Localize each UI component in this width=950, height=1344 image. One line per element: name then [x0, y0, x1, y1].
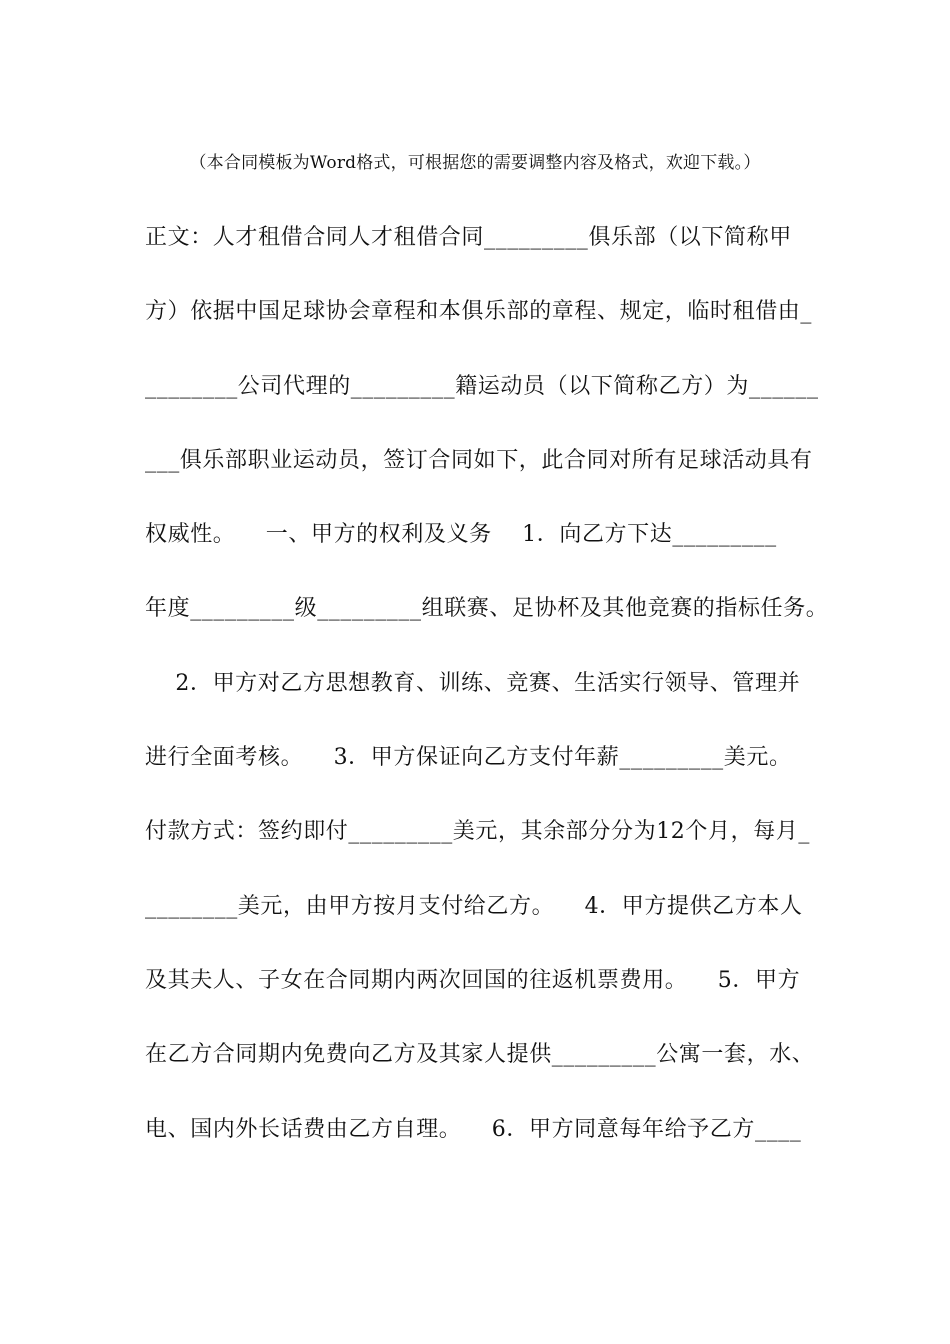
body-line: ________美元，由甲方按月支付给乙方。 4．甲方提供乙方本人: [145, 893, 803, 919]
body-line: 及其夫人、子女在合同期内两次回国的往返机票费用。 5．甲方: [145, 967, 801, 993]
body-line: 进行全面考核。 3．甲方保证向乙方支付年薪_________美元。: [145, 745, 792, 771]
contract-body: [145, 222, 829, 1188]
body-line: ___俱乐部职业运动员，签订合同如下，此合同对所有足球活动具有: [145, 447, 813, 473]
body-line: 权威性。 一、甲方的权利及义务 1．向乙方下达_________: [145, 522, 777, 548]
body-line: 正文：人才租借合同人才租借合同_________俱乐部（以下简称甲: [145, 225, 792, 250]
body-line: 年度_________级_________组联赛、足协杯及其他竞赛的指标任务。: [145, 596, 829, 622]
body-line: ________公司代理的_________籍运动员（以下简称乙方）为______: [145, 373, 819, 399]
body-line: 电、国内外长话费由乙方自理。 6．甲方同意每年给予乙方____: [145, 1116, 802, 1142]
body-line: 付款方式：签约即付_________美元，其余部分分为12个月，每月_: [145, 819, 810, 845]
body-line: 方）依据中国足球协会章程和本俱乐部的章程、规定，临时租借由_: [145, 299, 813, 325]
body-line: 2．甲方对乙方思想教育、训练、竞赛、生活实行领导、管理并: [145, 670, 801, 696]
template-note: （本合同模板为Word格式，可根据您的需要调整内容及格式，欢迎下载。）: [189, 153, 761, 173]
body-line: 在乙方合同期内免费向乙方及其家人提供_________公寓一套，水、: [145, 1042, 815, 1068]
